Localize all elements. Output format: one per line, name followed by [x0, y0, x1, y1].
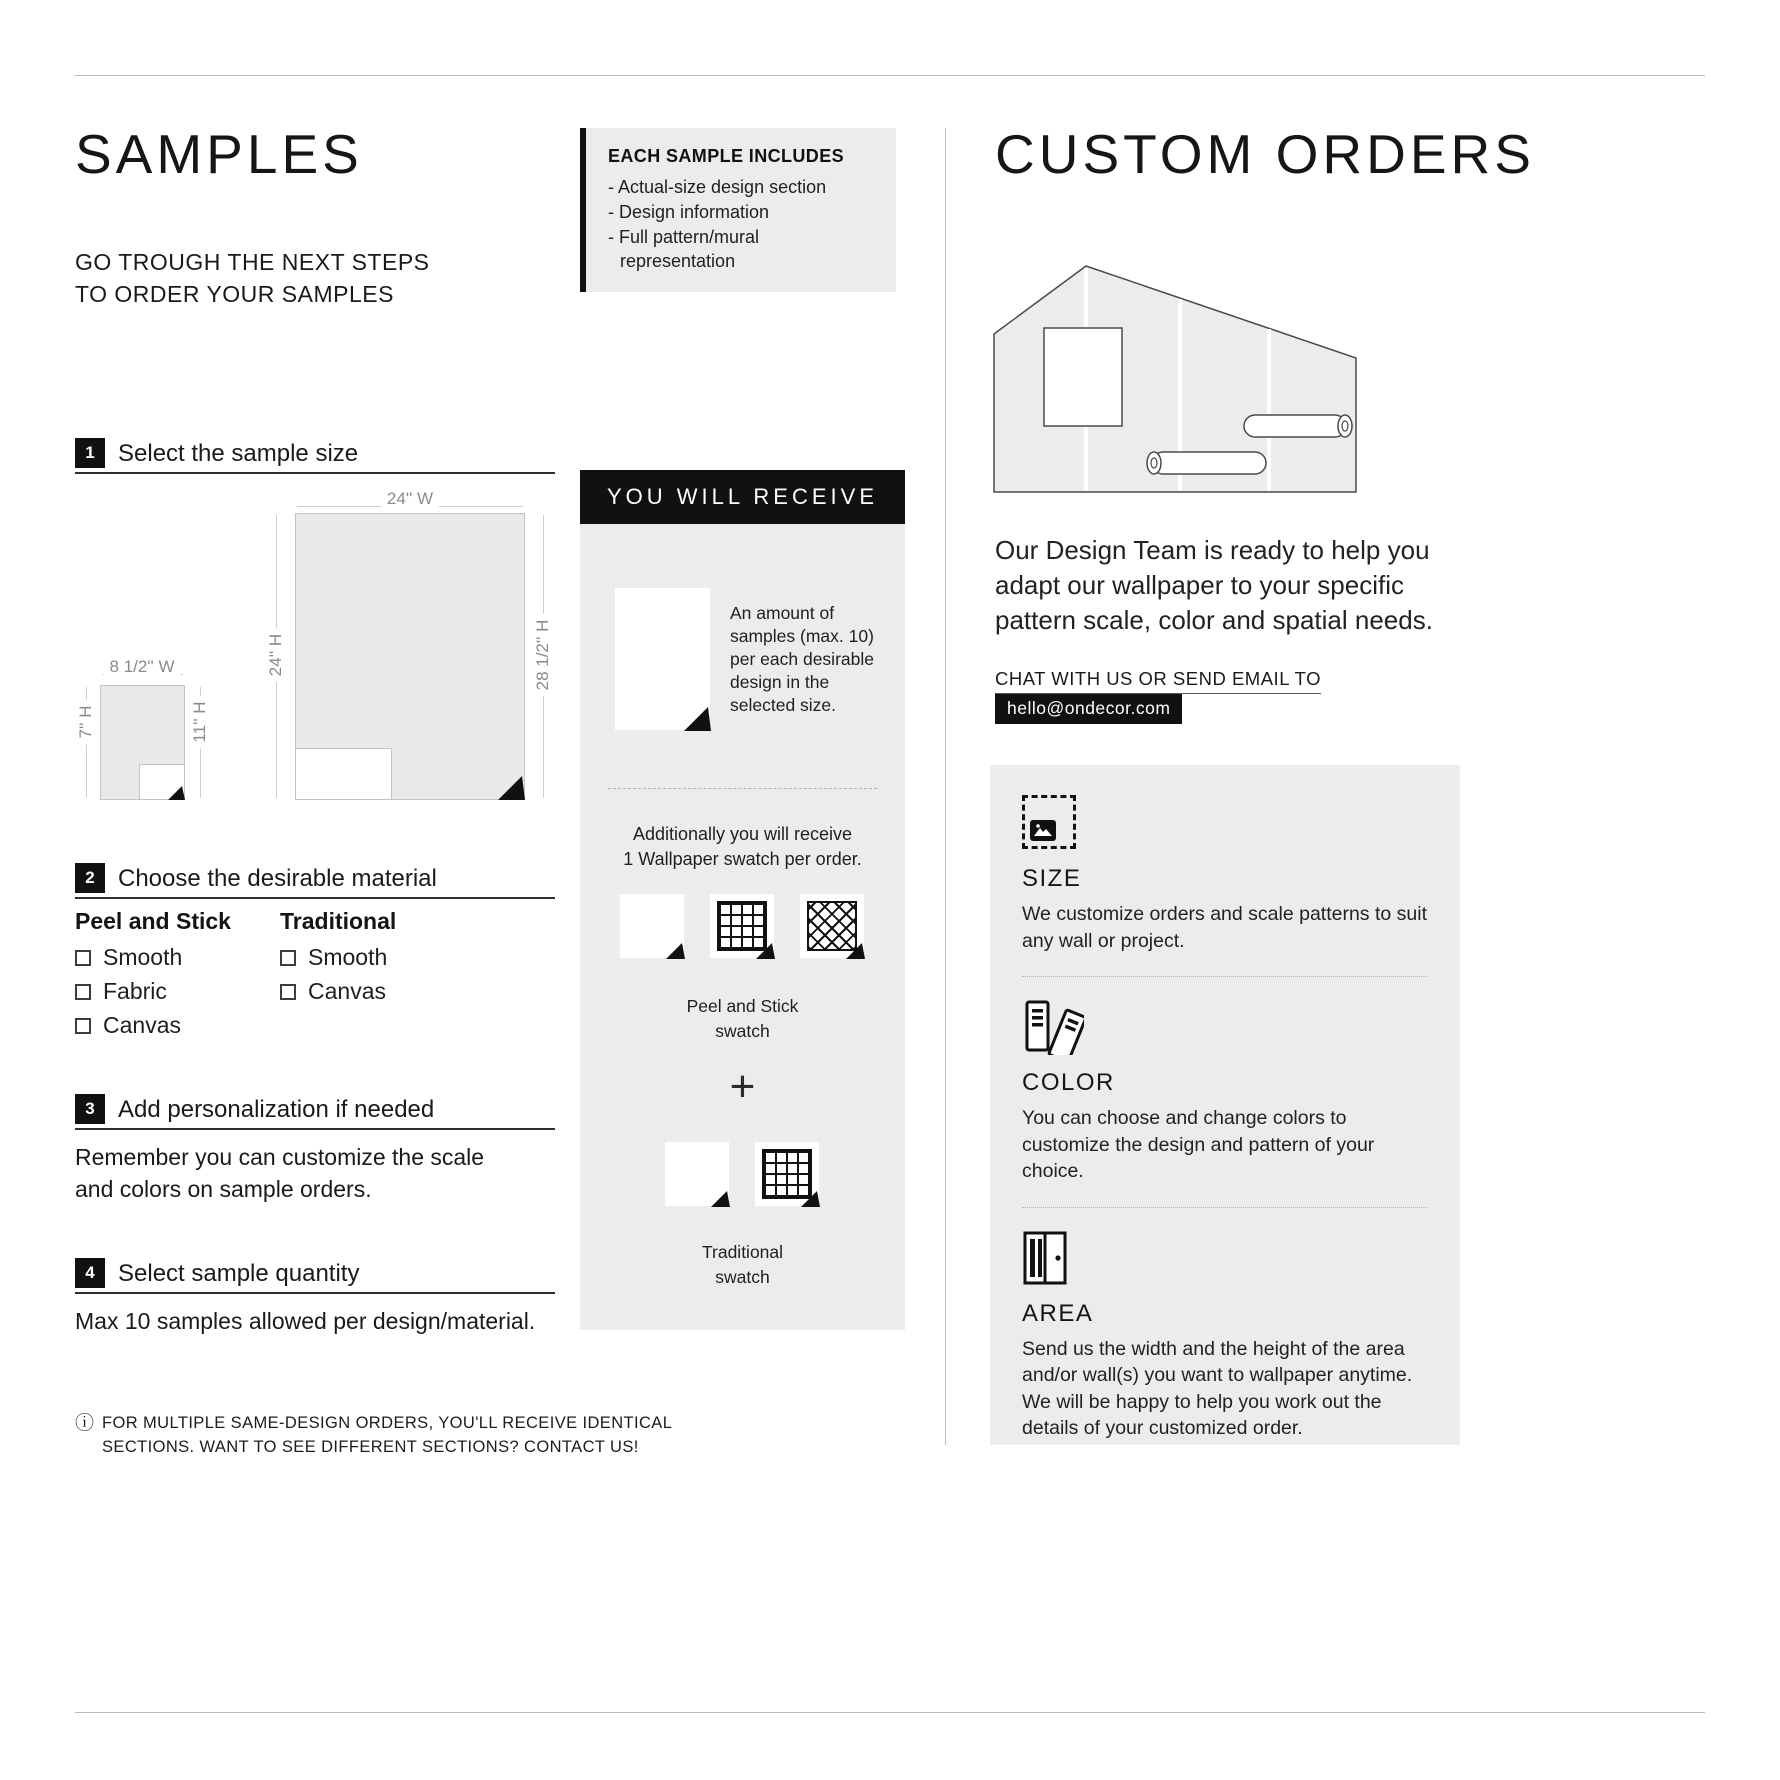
step-2-label: Choose the desirable material: [118, 865, 437, 892]
material-option-trad-canvas[interactable]: Canvas: [280, 978, 386, 1005]
receive-panel-header: YOU WILL RECEIVE: [580, 470, 905, 524]
step-4-note: Max 10 samples allowed per design/material.: [75, 1308, 536, 1334]
custom-intro-text: Our Design Team is ready to help you adapt our wallpaper to your specific pattern scale, color and spatial needs.: [995, 535, 1433, 636]
material-col-traditional-title: Traditional: [280, 908, 397, 934]
sample-page-icon: [615, 588, 710, 730]
step-3-note: Remember you can customize the scale and colors on sample orders.: [75, 1144, 485, 1202]
dim-label-small-height-right: 11'' H: [190, 695, 210, 748]
you-will-receive-panel: [580, 470, 905, 1330]
house-illustration: [992, 260, 1360, 495]
checkbox-icon[interactable]: [75, 984, 91, 1000]
includes-box: [580, 128, 896, 292]
step-2-underline: [75, 897, 555, 899]
feature-color: [1022, 999, 1428, 1185]
dim-label-large-height-right: 28 1/2'' H: [533, 614, 553, 697]
swatch-grid-icon: [710, 894, 774, 958]
samples-title: SAMPLES: [75, 123, 363, 185]
feature-size-body: We customize orders and scale patterns to suit any wall or project.: [1022, 903, 1427, 952]
swatch-plain-icon: [665, 1142, 729, 1206]
step-1-number: 1: [75, 438, 105, 468]
page-fold-icon: [168, 783, 185, 800]
checkbox-icon[interactable]: [75, 1018, 91, 1034]
checkbox-icon[interactable]: [280, 950, 296, 966]
dotted-divider: [1022, 1207, 1428, 1208]
custom-features-panel: [990, 765, 1460, 1445]
swatch-plain-icon: [620, 894, 684, 958]
page-fold-icon: [756, 940, 775, 959]
feature-size-heading: SIZE: [1022, 865, 1082, 892]
large-sample-inset: [295, 748, 392, 800]
peel-swatch-label: Peel and Stick swatch: [686, 996, 799, 1041]
page-fold-icon: [711, 1188, 730, 1207]
page-fold-icon: [846, 940, 865, 959]
checkbox-icon[interactable]: [75, 950, 91, 966]
house-illustration-svg: [992, 260, 1360, 495]
material-col-peel-title: Peel and Stick: [75, 908, 231, 934]
material-option-peel-fabric[interactable]: Fabric: [75, 978, 167, 1005]
page-fold-icon: [801, 1188, 820, 1207]
feature-color-body: You can choose and change colors to customize the design and pattern of your choice.: [1022, 1107, 1375, 1183]
swatch-crosshatch-icon: [800, 894, 864, 958]
info-icon: ⓘ: [75, 1413, 95, 1434]
plus-icon: +: [729, 1062, 756, 1111]
footer-note-text: FOR MULTIPLE SAME-DESIGN ORDERS, YOU'LL RECEIVE IDENTICAL SECTIONS. WANT TO SEE DIFFERENT SECTIONS? CONTACT US!: [102, 1414, 673, 1456]
small-sample-rect: [100, 685, 185, 800]
dim-label-large-width: 24'' W: [381, 489, 439, 509]
receive-samples-text: An amount of samples (max. 10) per each desirable design in the selected size.: [730, 603, 874, 716]
includes-item: - Actual-size design section: [608, 177, 827, 197]
feature-area-body: Send us the width and the height of the area and/or wall(s) you want to wallpaper anytime. We will be happy to help you work out the details of your customized order.: [1022, 1337, 1413, 1440]
step-4-underline: [75, 1292, 555, 1294]
dotted-divider: [1022, 976, 1428, 977]
feature-area: [1022, 1230, 1428, 1442]
footer-note: [75, 1412, 672, 1460]
bottom-divider: [75, 1712, 1705, 1713]
step-2-number: 2: [75, 863, 105, 893]
includes-item: - Full pattern/mural representation: [608, 226, 760, 272]
custom-orders-title: CUSTOM ORDERS: [995, 123, 1535, 185]
step-3-underline: [75, 1128, 555, 1130]
page-fold-icon: [666, 940, 685, 959]
checkbox-icon[interactable]: [280, 984, 296, 1000]
step-4-number: 4: [75, 1258, 105, 1288]
dashed-divider: [608, 788, 877, 789]
page-fold-icon: [498, 773, 525, 800]
area-wall-icon: [1022, 1230, 1428, 1286]
includes-title: EACH SAMPLE INCLUDES: [608, 146, 845, 166]
column-divider: [945, 128, 946, 1445]
top-divider: [75, 75, 1705, 76]
step-4-label: Select sample quantity: [118, 1260, 360, 1287]
large-sample-rect: [295, 513, 525, 800]
chat-label: CHAT WITH US OR SEND EMAIL TO: [995, 668, 1321, 694]
traditional-swatch-label: Traditional swatch: [701, 1242, 784, 1287]
includes-item: - Design information: [608, 201, 770, 222]
email-badge[interactable]: hello@ondecor.com: [995, 694, 1182, 724]
step-1-underline: [75, 472, 555, 474]
step-3-label: Add personalization if needed: [118, 1096, 435, 1123]
material-option-trad-smooth[interactable]: Smooth: [280, 944, 387, 971]
step-3-number: 3: [75, 1094, 105, 1124]
dim-label-small-height-left: 7'' H: [76, 700, 96, 745]
dim-label-small-width: 8 1/2'' W: [103, 657, 180, 677]
samples-intro: GO TROUGH THE NEXT STEPS TO ORDER YOUR SAMPLES: [75, 249, 430, 308]
dim-label-large-height-left: 24'' H: [266, 628, 286, 682]
step-1-label: Select the sample size: [118, 440, 359, 467]
swatch-grid-icon: [755, 1142, 819, 1206]
feature-size: [1022, 795, 1428, 954]
material-option-peel-canvas[interactable]: Canvas: [75, 1012, 181, 1039]
feature-color-heading: COLOR: [1022, 1069, 1115, 1097]
size-icon: [1022, 795, 1428, 851]
page-fold-icon: [684, 704, 711, 731]
feature-area-heading: AREA: [1022, 1299, 1094, 1327]
material-option-peel-smooth[interactable]: Smooth: [75, 944, 182, 971]
additional-swatch-text: Additionally you will receive 1 Wallpaper swatch per order.: [623, 824, 862, 870]
color-swatchbook-icon: [1022, 999, 1428, 1055]
